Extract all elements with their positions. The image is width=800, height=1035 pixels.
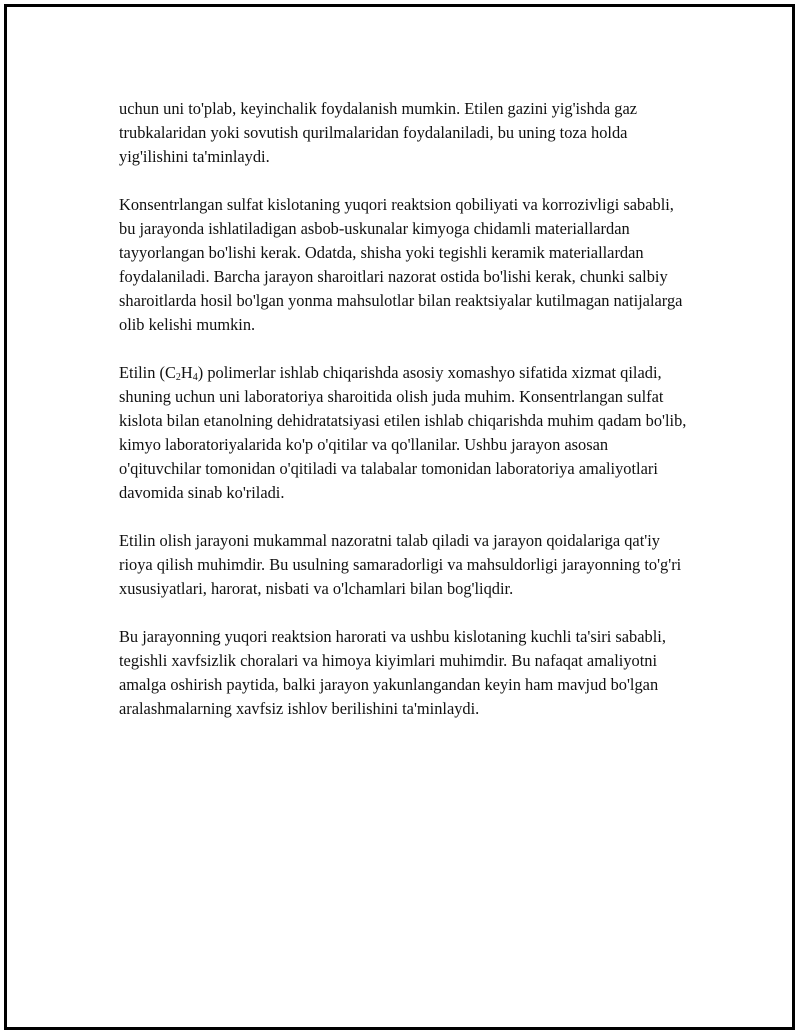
paragraph-3-mid: H	[180, 363, 193, 382]
paragraph-1: uchun uni to'plab, keyinchalik foydalanish mumkin. Etilen gazini yig'ishda gaz trubkalaridan yoki sovutish qurilmalaridan foydalaniladi, bu uning toza holda yig'ilishini ta'minlaydi.	[119, 99, 638, 166]
paragraph-3-after: ) polimerlar ishlab chiqarishda asosiy xomashyo sifatida xizmat qiladi, shuning uchun uni laboratoriya sharoitida olish juda muhim. Konsentrlangan sulfat kislota bilan etanolning dehidratatsiyasi etilen ishlab chiqarishda muhim qadam bo'lib, kimyo laboratoriyalarida ko'p o'qitilar va qo'llanilar. Ushbu jarayon asosan o'qituvchilar tomonidan o'qitiladi va talabalar tomonidan laboratoriya amaliyotlari davomida sinab ko'riladi.	[119, 363, 687, 502]
paragraph-4: Etilin olish jarayoni mukammal nazoratni talab qiladi va jarayon qoidalariga qat'iy rioya qilish muhimdir. Bu usulning samaradorligi va mahsuldorligi jarayonning to'g'ri xususiyatlari, harorat, nisbati va o'lchamlari bilan bog'liqdir.	[119, 531, 682, 598]
document-body	[119, 97, 689, 745]
paragraph-5: Bu jarayonning yuqori reaktsion harorati va ushbu kislotaning kuchli ta'siri sababli, tegishli xavfsizlik choralari va himoya kiyimlari muhimdir. Bu nafaqat amaliyotni amalga oshirish paytida, balki jarayon yakunlangandan keyin ham mavjud bo'lgan aralashmalarning xavfsiz ishlov berilishini ta'minlaydi.	[119, 627, 666, 718]
subscript-4: 4	[192, 372, 198, 383]
page-frame	[4, 4, 795, 1030]
paragraph-3-before: Etilin (C	[119, 363, 176, 382]
subscript-2: 2	[175, 372, 181, 383]
paragraph-2: Konsentrlangan sulfat kislotaning yuqori reaktsion qobiliyati va korrozivligi sababli, bu jarayonda ishlatiladigan asbob-uskunalar kimyoga chidamli materiallardan tayyorlangan bo'lishi kerak. Odatda, shisha yoki tegishli keramik materiallardan foydalaniladi. Barcha jarayon sharoitlari nazorat ostida bo'lishi kerak, chunki salbiy sharoitlarda hosil bo'lgan yonma mahsulotlar bilan reaktsiyalar kutilmagan natijalarga olib kelishi mumkin.	[119, 195, 683, 334]
paragraph-3	[119, 361, 689, 505]
